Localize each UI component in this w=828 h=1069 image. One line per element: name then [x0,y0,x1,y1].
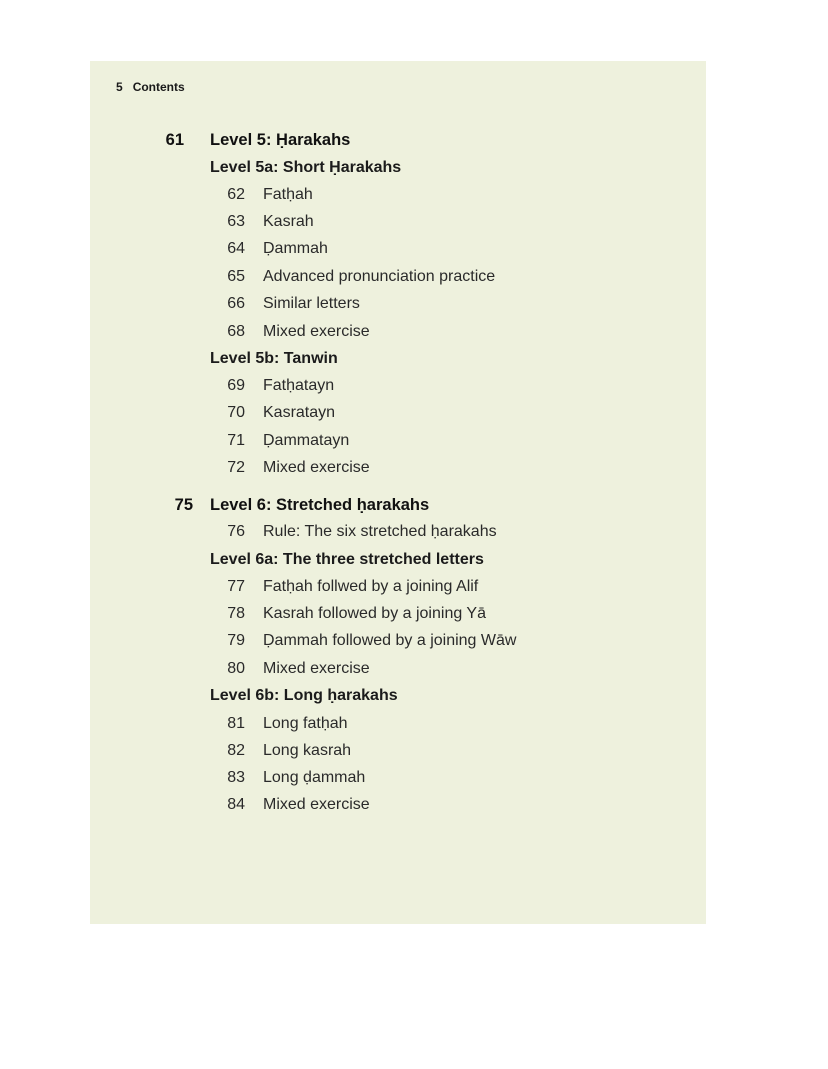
entry-label: Rule: The six stretched ḥarakahs [263,523,497,540]
entry-label: Long ḍammah [263,769,366,786]
entry-page-number: 84 [227,796,245,813]
toc-entry[interactable] [0,401,828,425]
header-title: Contents [132,80,185,94]
toc-entry[interactable] [0,575,828,599]
entry-label: Mixed exercise [263,323,370,340]
entry-page-number: 70 [227,404,245,421]
toc-level-5[interactable] [0,128,828,152]
entry-page-number: 77 [227,578,245,595]
entry-label: Similar letters [263,295,360,312]
entry-label: Mixed exercise [263,459,370,476]
toc-entry[interactable] [0,602,828,626]
entry-page-number: 65 [227,268,245,285]
entry-label: Mixed exercise [263,796,370,813]
subsection-title: Level 5b: Tanwin [210,350,338,367]
entry-label: Fatḥah [263,186,313,203]
toc-entry[interactable] [0,429,828,453]
entry-page-number: 63 [227,213,245,230]
entry-label: Long fatḥah [263,715,348,732]
entry-label: Long kasrah [263,742,352,759]
entry-page-number: 82 [227,742,245,759]
entry-page-number: 71 [227,432,245,449]
toc-entry[interactable] [0,766,828,790]
subsection-title: Level 6a: The three stretched letters [210,551,484,568]
toc-subsection-5b[interactable] [0,347,828,371]
entry-page-number: 76 [227,523,245,540]
entry-page-number: 83 [227,769,245,786]
entry-label: Fatḥah follwed by a joining Alif [263,578,479,595]
entry-label: Advanced pronunciation practice [263,268,496,285]
toc-entry[interactable] [0,793,828,817]
entry-label: Kasrah followed by a joining Yā [263,605,486,622]
entry-page-number: 72 [227,459,245,476]
entry-page-number: 80 [227,660,245,677]
toc-entry[interactable] [0,739,828,763]
toc-subsection-5a[interactable] [0,156,828,180]
toc-entry[interactable] [0,265,828,289]
entry-label: Ḍammah [263,240,328,257]
entry-page-number: 78 [227,605,245,622]
toc-level-6[interactable] [0,493,828,517]
toc-entry[interactable] [0,520,828,544]
entry-page-number: 66 [227,295,245,312]
toc-entry[interactable] [0,320,828,344]
subsection-title: Level 6b: Long ḥarakahs [210,687,398,704]
entry-page-number: 64 [227,240,245,257]
entry-label: Ḍammatayn [263,432,350,449]
entry-page-number: 69 [227,377,245,394]
toc-entry[interactable] [0,629,828,653]
level-title: Level 5: Ḥarakahs [210,131,351,149]
entry-label: Ḍammah followed by a joining Wāw [263,632,517,649]
entry-label: Kasrah [263,213,314,230]
running-header [116,80,185,94]
toc-entry[interactable] [0,657,828,681]
level-title: Level 6: Stretched ḥarakahs [210,496,430,514]
toc-entry[interactable] [0,237,828,261]
toc-entry[interactable] [0,210,828,234]
toc-entry[interactable] [0,712,828,736]
toc-subsection-6a[interactable] [0,548,828,572]
toc-entry[interactable] [0,456,828,480]
subsection-title: Level 5a: Short Ḥarakahs [210,159,402,176]
toc-entry[interactable] [0,374,828,398]
entry-label: Fatḥatayn [263,377,335,394]
entry-label: Mixed exercise [263,660,370,677]
level-page-number: 75 [174,496,193,514]
header-page-number: 5 [116,80,123,94]
entry-label: Kasratayn [263,404,336,421]
entry-page-number: 68 [227,323,245,340]
entry-page-number: 79 [227,632,245,649]
entry-page-number: 62 [227,186,245,203]
level-page-number: 61 [165,131,184,149]
toc-entry[interactable] [0,292,828,316]
toc-entry[interactable] [0,183,828,207]
toc-subsection-6b[interactable] [0,684,828,708]
entry-page-number: 81 [227,715,245,732]
